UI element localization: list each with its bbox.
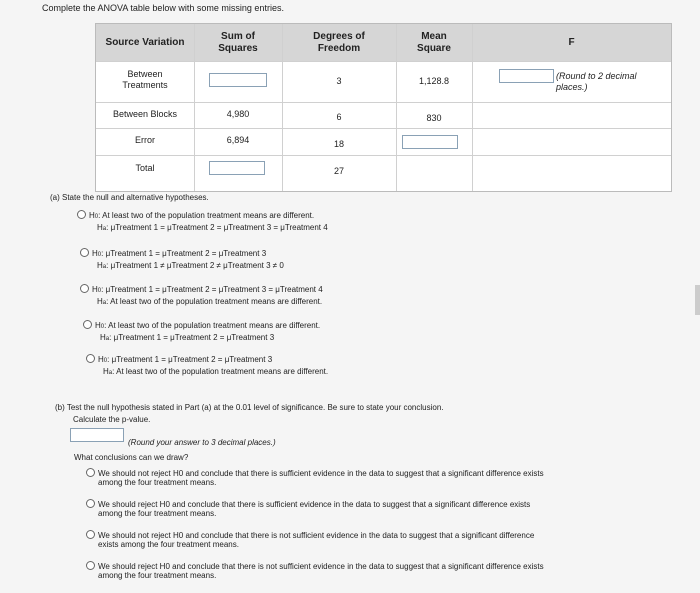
part-b-option-2[interactable]: We should reject H0 and conclude that there is sufficient evidence in the data to suggest that a significant difference exists among the four treatment means.: [98, 500, 531, 518]
treatments-df: 3: [336, 76, 342, 86]
part-b-option-3-radio[interactable]: [86, 530, 95, 539]
total-ss-input[interactable]: [209, 161, 265, 175]
part-a-option-3-radio[interactable]: [80, 284, 89, 293]
header-f: F: [568, 37, 575, 48]
part-b-option-3[interactable]: We should not reject H0 and conclude that there is not sufficient evidence in the data to suggest that a significant difference exists among the four treatment means.: [98, 531, 535, 549]
header-source: Source Variation: [105, 37, 185, 48]
part-a-option-1[interactable]: H0: At least two of the population treatment means are different.: [89, 211, 315, 220]
error-ss: 6,894: [226, 135, 250, 145]
error-ms-input[interactable]: [402, 135, 458, 149]
part-a-option-4-radio[interactable]: [83, 320, 92, 329]
part-a-prompt: (a) State the null and alternative hypotheses.: [50, 193, 209, 202]
f-round-note: (Round to 2 decimal places.): [556, 71, 637, 92]
f-input[interactable]: [499, 69, 554, 83]
part-a-option-1-ha: Ha: μTreatment 1 = μTreatment 2 = μTreatment 3 = μTreatment 4: [97, 223, 328, 232]
part-b-option-4-radio[interactable]: [86, 561, 95, 570]
part-a-option-5-radio[interactable]: [86, 354, 95, 363]
row-label-total: Total: [135, 163, 155, 173]
part-b-calc: Calculate the p-value.: [73, 415, 151, 424]
error-df: 18: [333, 139, 344, 149]
treatments-ss-input[interactable]: [209, 73, 267, 87]
part-b-option-4[interactable]: We should reject H0 and conclude that there is not sufficient evidence in the data to suggest that a significant difference exists among the four treatment means.: [98, 562, 544, 580]
part-a-option-2[interactable]: H0: μTreatment 1 = μTreatment 2 = μTreatment 3: [92, 249, 267, 258]
blocks-ms: 830: [426, 113, 442, 123]
p-value-round-note: (Round your answer to 3 decimal places.): [128, 438, 276, 447]
header-ms: Mean Square: [417, 31, 451, 54]
part-a-option-1-radio[interactable]: [77, 210, 86, 219]
header-df: Degrees of Freedom: [313, 31, 365, 54]
total-df: 27: [333, 166, 344, 176]
row-label-treatments: Between Treatments: [122, 69, 168, 90]
part-b-option-1[interactable]: We should not reject H0 and conclude that there is sufficient evidence in the data to suggest that a significant difference exists among the four treatment means.: [98, 469, 544, 487]
anova-table: [95, 23, 672, 192]
part-a-option-2-ha: Ha: μTreatment 1 ≠ μTreatment 2 ≠ μTreatment 3 ≠ 0: [97, 261, 284, 270]
treatments-ms: 1,128.8: [418, 76, 450, 86]
row-label-error: Error: [135, 135, 155, 145]
part-a-option-5[interactable]: H0: μTreatment 1 = μTreatment 2 = μTreatment 3: [98, 355, 273, 364]
blocks-ss: 4,980: [226, 109, 250, 119]
part-b-question: What conclusions can we draw?: [74, 453, 189, 462]
part-b-option-1-radio[interactable]: [86, 468, 95, 477]
part-a-option-4[interactable]: H0: At least two of the population treatment means are different.: [95, 321, 321, 330]
part-a-option-4-ha: Ha: μTreatment 1 = μTreatment 2 = μTreatment 3: [100, 333, 275, 342]
row-label-blocks: Between Blocks: [112, 109, 178, 119]
blocks-df: 6: [336, 112, 342, 122]
page-title: Complete the ANOVA table below with some missing entries.: [42, 3, 284, 13]
part-a-option-3[interactable]: H0: μTreatment 1 = μTreatment 2 = μTreatment 3 = μTreatment 4: [92, 285, 323, 294]
scrollbar-thumb[interactable]: [695, 285, 700, 315]
part-b-prompt: (b) Test the null hypothesis stated in Part (a) at the 0.01 level of significance. Be sure to state your conclusion.: [55, 403, 444, 412]
part-a-option-5-ha: Ha: At least two of the population treatment means are different.: [103, 367, 329, 376]
header-ss: Sum of Squares: [218, 31, 258, 54]
part-a-option-3-ha: Ha: At least two of the population treatment means are different.: [97, 297, 323, 306]
part-b-option-2-radio[interactable]: [86, 499, 95, 508]
part-a-option-2-radio[interactable]: [80, 248, 89, 257]
p-value-input[interactable]: [70, 428, 124, 442]
